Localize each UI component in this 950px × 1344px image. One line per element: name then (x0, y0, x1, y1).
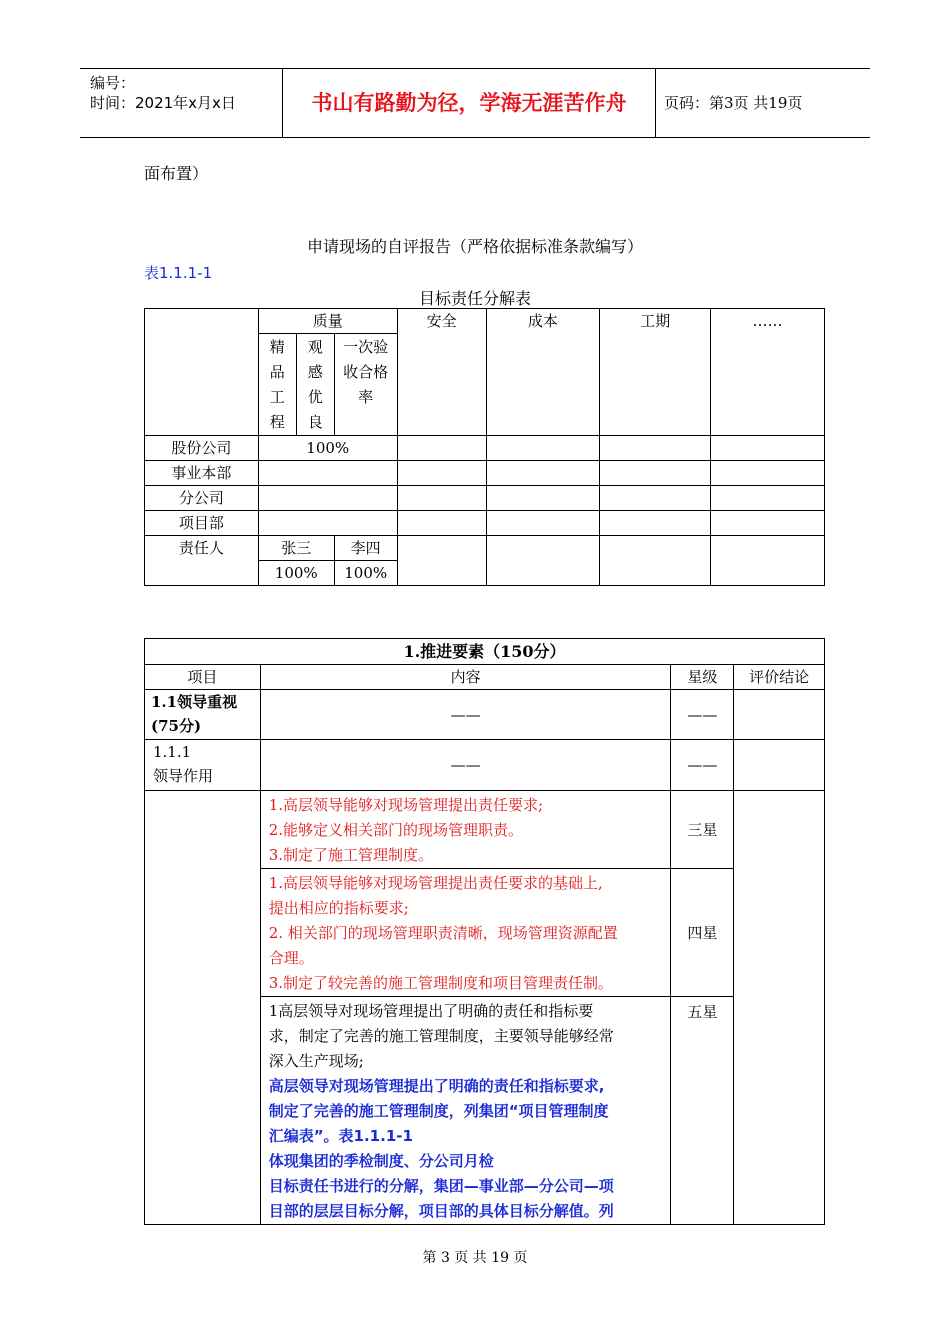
report-title: 申请现场的自评报告（严格依据标准条款编写） (306, 237, 643, 256)
page-footer: 第 3 页 共 19 页 (422, 1250, 528, 1266)
table-row (145, 486, 825, 511)
star-five: 五星 (671, 997, 734, 1225)
table2-title: 1.推进要素（150分） (145, 639, 825, 665)
header-page-label: 页码：第3页 共19页 (664, 94, 803, 112)
page-header (80, 68, 870, 138)
continued-text: 面布置） (144, 164, 209, 183)
table-row (145, 461, 825, 486)
person-1: 张三 (258, 536, 334, 561)
table-label: 表1.1.1-1 (144, 264, 213, 282)
header-divider (655, 69, 656, 137)
row-label: 责任人 (145, 536, 259, 586)
header-star: 星级 (671, 665, 734, 690)
row-label: 项目部 (145, 511, 259, 536)
company-value: 100% (258, 436, 397, 461)
row-label: 事业本部 (145, 461, 259, 486)
time-label: 时间：2021年x月x日 (90, 94, 236, 112)
table-row (145, 690, 825, 740)
promotion-elements-table (144, 638, 825, 1225)
header-item: 项目 (145, 665, 261, 690)
col-quality: 质量 (258, 309, 397, 334)
col-schedule: 工期 (600, 309, 711, 436)
corner-cell (145, 309, 259, 436)
content-five-star: 1高层领导对现场管理提出了明确的责任和指标要 求，制定了完善的施工管理制度，主要领导能够经常 深入生产现场; 高层领导对现场管理提出了明确的责任和指标要求, 制定了完善的施工管理制度，列集团“项目管理制度 汇编表”。表1.1.1-1 体现集团的季检制度、分公司月检 目标责任书进行的分解，集团—事业部—分公司—项 目部的层层目标分解，项目部的具体目标分解值。列 (260, 997, 671, 1225)
col-safety: 安全 (397, 309, 486, 436)
table-row (145, 511, 825, 536)
header-conclusion: 评价结论 (734, 665, 825, 690)
table-row (145, 791, 825, 869)
sub-look-excellent: 观 感 优 良 (296, 334, 334, 436)
star-dash: —— (671, 690, 734, 740)
table-row (145, 740, 825, 791)
table1-title: 目标责任分解表 (418, 289, 531, 308)
number-label: 编号： (90, 74, 136, 92)
person-2: 李四 (334, 536, 397, 561)
item-leadership-role: 1.1.1 领导作用 (145, 740, 261, 791)
table2-header-row (145, 665, 825, 690)
target-responsibility-table (144, 308, 825, 586)
sub-fine-project: 精 品 工 程 (258, 334, 296, 436)
header-meta (90, 73, 236, 113)
table-row (145, 436, 825, 461)
content-four-star: 1.高层领导能够对现场管理提出责任要求的基础上, 提出相应的指标要求; 2. 相关部门的现场管理职责清晰，现场管理资源配置 合理。 3.制定了较完善的施工管理制度和项目管理责任制。 (260, 869, 671, 997)
item-leadership: 1.1领导重视 (75分) (145, 690, 261, 740)
header-motto: 书山有路勤为径，学海无涯苦作舟 (311, 91, 627, 115)
sub-pass-rate: 一次验 收合格 率 (334, 334, 397, 436)
content-three-star: 1.高层领导能够对现场管理提出责任要求; 2.能够定义相关部门的现场管理职责。 3.制定了施工管理制度。 (260, 791, 671, 869)
star-dash: —— (671, 740, 734, 791)
content-dash: —— (260, 690, 671, 740)
star-three: 三星 (671, 791, 734, 869)
table-row (145, 536, 825, 561)
person-2-value: 100% (334, 561, 397, 586)
row-label: 分公司 (145, 486, 259, 511)
row-label: 股份公司 (145, 436, 259, 461)
person-1-value: 100% (258, 561, 334, 586)
header-content: 内容 (260, 665, 671, 690)
star-four: 四星 (671, 869, 734, 997)
content-dash: —— (260, 740, 671, 791)
col-cost: 成本 (486, 309, 600, 436)
col-more: …… (711, 309, 825, 436)
